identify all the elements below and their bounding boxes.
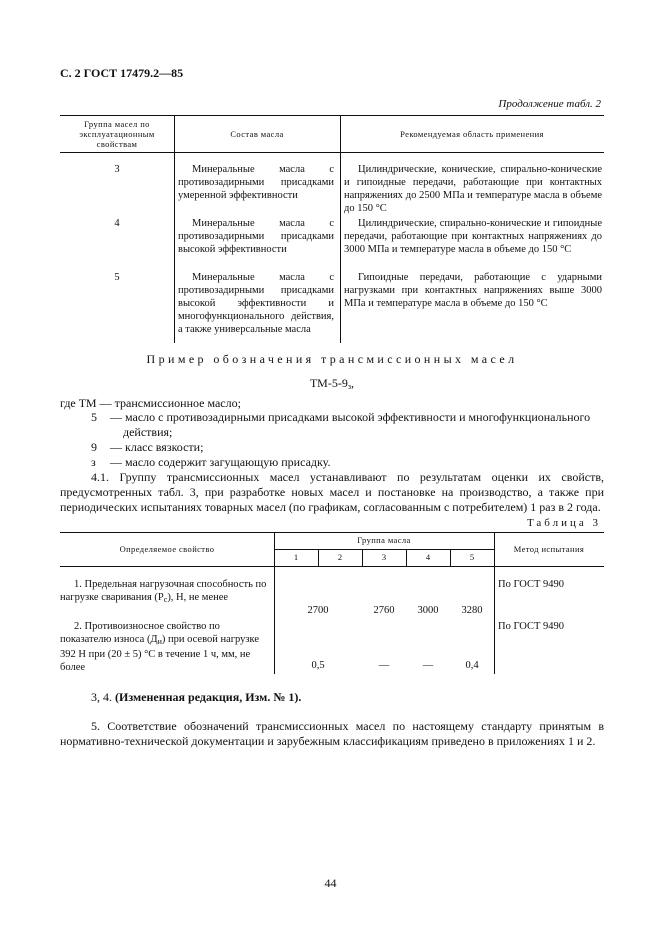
page-number: 44 <box>324 876 337 890</box>
table-cell-application: Цилиндрические, конические, спирально-конические и гипоидные передачи, работающие при контактных напряжениях до 2500 МПа и температуре масла в объеме до 150 °С <box>344 164 602 214</box>
list-text: — масло содержит загущающую присадку. <box>110 455 331 469</box>
formula-tail: , <box>351 376 354 390</box>
value-group-5: 0,4 <box>465 660 479 671</box>
method-cell: По ГОСТ 9490 <box>498 621 565 632</box>
list-text: — масло с противозадирными присадками высокой эффективности и многофункционального действия; <box>110 410 591 439</box>
table-continuation-label: Продолжение табл. 2 <box>498 98 601 110</box>
example-title: Пример обозначения трансмиссионных масел <box>146 352 518 366</box>
table-cell-composition: Минеральные масла с противозадирными присадками умеренной эффективности <box>178 164 334 201</box>
value-group-3: 2760 <box>373 605 395 616</box>
list-text: — класс вязкости; <box>110 440 204 454</box>
method-cell: По ГОСТ 9490 <box>498 579 565 590</box>
table-cell-composition: Минеральные масла с противозадирными присадками высокой эффективности и многофункционального действия, а также универсальные масла <box>178 272 334 335</box>
column-header-group: Группа масел по эксплуатационным свойствам <box>79 118 155 149</box>
where-intro: где ТМ — трансмиссионное масло; <box>60 396 241 410</box>
column-header-property: Определяемое свойство <box>119 543 215 554</box>
value-groups-1-2: 2700 <box>307 605 329 616</box>
property-subscript: и <box>157 637 162 646</box>
property-text: ) при осевой нагрузке 392 Н при (20 ± 5) °С в течение 1 ч, мм, не более <box>60 634 260 673</box>
table-cell-group: 3 <box>114 164 120 175</box>
property-anti-wear <box>60 620 268 674</box>
paragraph-4-1: 4.1. Группу трансмиссионных масел устанавливают по результатам оценки их свойств, предусмотренных табл. 3, при разработке новых масел и постановке на производство, а также при периодических испытаниях товарных масел (по графикам, согласованным с потребителем) 1 раз в 2 года. <box>60 470 604 514</box>
value-group-4: 3000 <box>417 605 439 616</box>
designation-formula <box>60 376 604 391</box>
table-2 <box>60 115 604 343</box>
table-3 <box>60 532 604 674</box>
group-number: 3 <box>381 552 387 562</box>
formula-main: ТМ-5-9 <box>309 376 348 390</box>
value-group-3: — <box>378 660 390 671</box>
value-group-4: — <box>422 660 434 671</box>
value-group-5: 3280 <box>461 605 483 616</box>
list-key: 5 <box>91 410 97 424</box>
list-key: 9 <box>91 440 97 454</box>
formula-subscript: з <box>347 382 351 391</box>
table-header-separator <box>60 566 604 567</box>
group-number: 2 <box>337 552 343 562</box>
table-cell-group: 4 <box>114 218 120 229</box>
document-header: С. 2 ГОСТ 17479.2—85 <box>60 66 184 80</box>
property-text: 1. Предельная нагрузочная способность по нагрузке сваривания (Р <box>60 579 267 603</box>
property-subscript: с <box>163 595 168 604</box>
edited-note <box>60 690 604 705</box>
property-load-capacity <box>60 578 268 606</box>
value-groups-1-2: 0,5 <box>311 660 325 671</box>
property-text: ), Н, не менее <box>167 592 229 603</box>
table-cell-application: Гипоидные передачи, работающие с ударными нагрузками при контактных напряжениях выше 3000 МПа и температуре масла в объеме до 150 °С <box>344 272 602 309</box>
column-header-group: Группа масла <box>357 535 411 545</box>
edited-note-prefix: 3, 4. <box>91 690 112 704</box>
column-header-composition: Состав масла <box>230 128 284 139</box>
edited-note-text: (Измененная редакция, Изм. № 1). <box>115 690 302 704</box>
property-text: 2. Противоизносное свойство по показателю износа (Д <box>60 621 220 645</box>
group-number: 4 <box>425 552 431 562</box>
table-3-caption: Таблица 3 <box>526 517 601 529</box>
paragraph-5: 5. Соответствие обозначений трансмиссионных масел по настоящему стандарту принятым в нормативно-технической документации и зарубежным классификациям приведено в приложениях 1 и 2. <box>60 719 604 748</box>
group-number: 1 <box>293 552 299 562</box>
table-cell-composition: Минеральные масла с противозадирными присадками высокой эффективности <box>178 218 334 255</box>
table-cell-group: 5 <box>114 272 120 283</box>
table-header-separator <box>60 152 604 153</box>
group-number: 5 <box>469 552 475 562</box>
table-cell-application: Цилиндрические, спирально-конические и гипоидные передачи, работающие при контактных напряжениях до 3000 МПа и температуре масла в объеме до 150 °С <box>344 218 602 255</box>
list-key: з <box>91 455 96 469</box>
column-header-application: Рекомендуемая область применения <box>400 128 544 139</box>
column-header-method: Метод испытания <box>513 543 585 554</box>
